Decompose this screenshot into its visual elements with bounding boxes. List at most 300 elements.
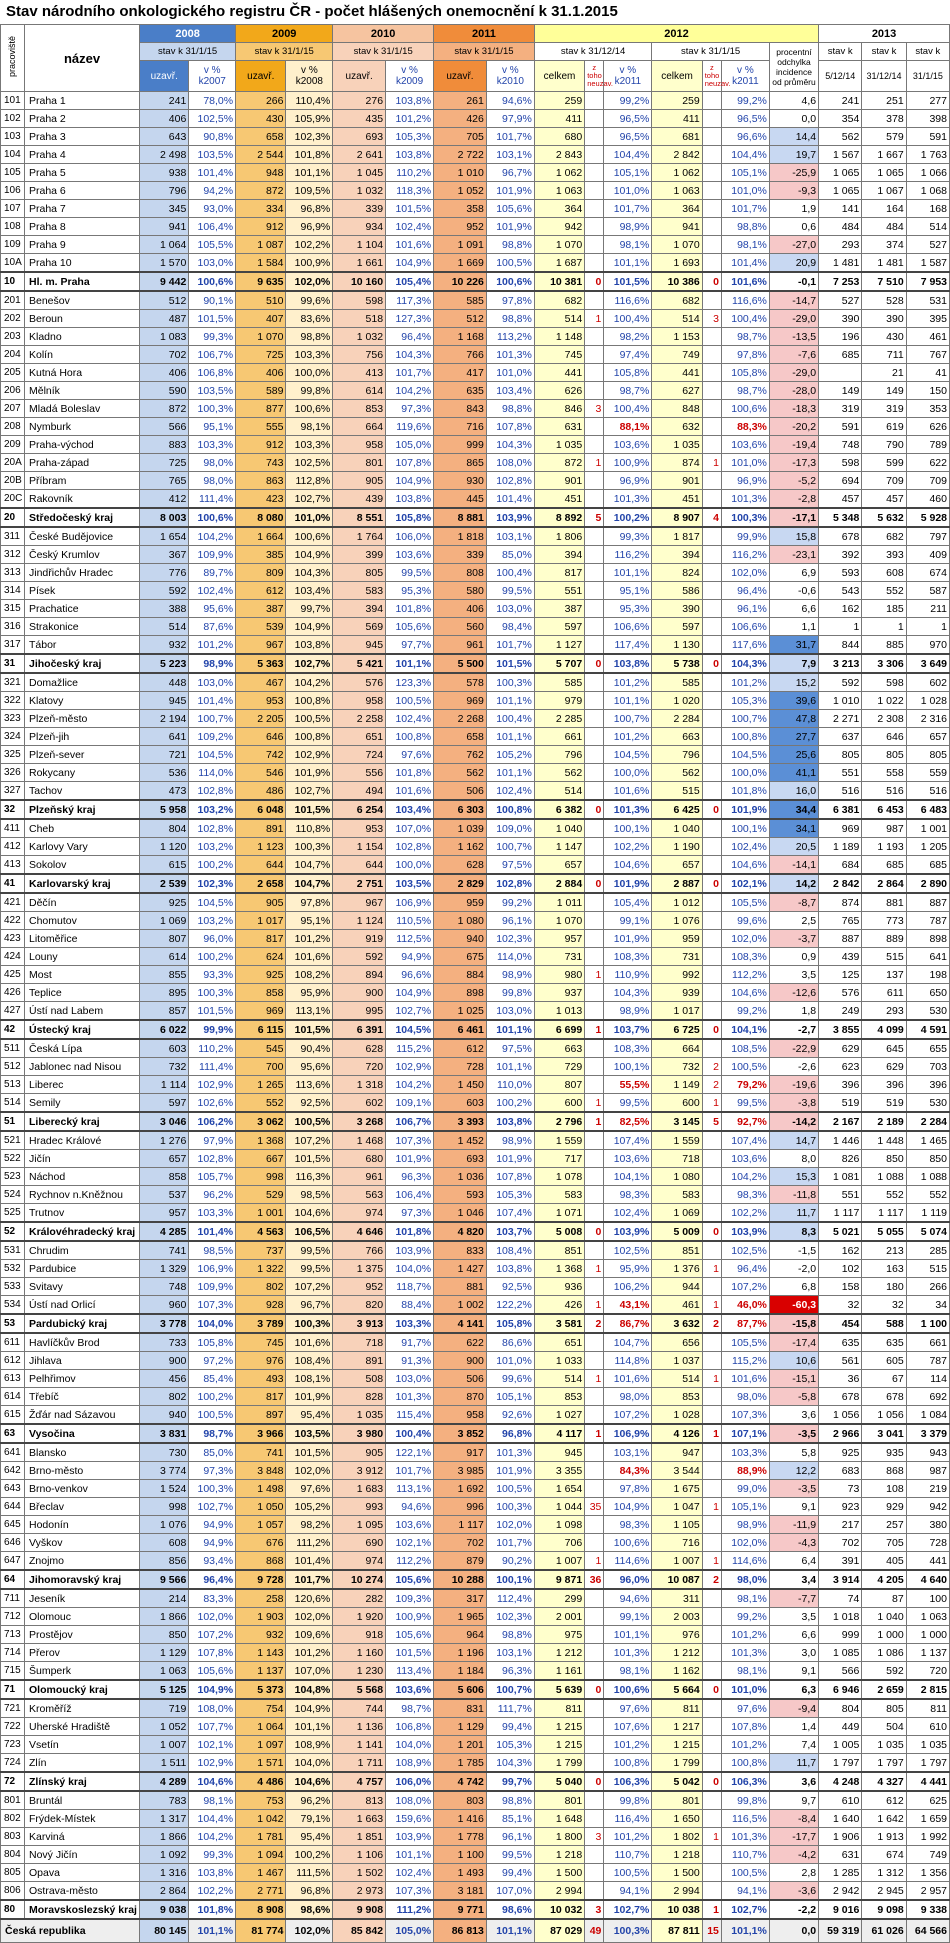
cell-3: 96,7% bbox=[286, 1296, 333, 1315]
cell-16: 805 bbox=[862, 746, 906, 764]
row-name: Praha-západ bbox=[24, 454, 139, 472]
cell-0: 733 bbox=[140, 1333, 189, 1352]
row-name: Prostějov bbox=[24, 1626, 139, 1644]
cell-14: 9,7 bbox=[769, 1791, 818, 1810]
cell-16: 1 481 bbox=[862, 254, 906, 273]
cell-15: 1 640 bbox=[819, 1810, 862, 1828]
cell-2: 6 048 bbox=[236, 800, 286, 819]
cell-4: 801 bbox=[333, 454, 386, 472]
cell-16: 558 bbox=[862, 764, 906, 782]
cell-5: 109,1% bbox=[386, 1094, 434, 1113]
row-code: 203 bbox=[1, 328, 25, 346]
cell-1: 102,9% bbox=[189, 1754, 236, 1773]
cell-3: 102,0% bbox=[286, 1608, 333, 1626]
cell-16: 579 bbox=[862, 128, 906, 146]
cell-1: 103,3% bbox=[189, 436, 236, 454]
cell-6: 417 bbox=[434, 364, 487, 382]
cell-1: 104,4% bbox=[189, 1810, 236, 1828]
row-name: Tábor bbox=[24, 636, 139, 655]
cell-3: 96,8% bbox=[286, 200, 333, 218]
cell-7: 101,9% bbox=[486, 182, 534, 200]
cell-11: 585 bbox=[652, 673, 702, 692]
cell-12: 1 bbox=[702, 1828, 721, 1846]
cell-10: 95,1% bbox=[604, 582, 652, 600]
cell-8: 1 215 bbox=[534, 1736, 584, 1754]
cell-16: 457 bbox=[862, 490, 906, 509]
cell-12 bbox=[702, 1644, 721, 1662]
cell-9 bbox=[585, 1241, 604, 1260]
table-row bbox=[1, 146, 950, 164]
cell-1: 101,8% bbox=[189, 1900, 236, 1919]
cell-9 bbox=[585, 1882, 604, 1901]
cell-14: 12,2 bbox=[769, 1462, 818, 1480]
cell-14: -14,1 bbox=[769, 856, 818, 875]
cell-12 bbox=[702, 1131, 721, 1150]
cell-16: 612 bbox=[862, 1791, 906, 1810]
cell-2: 385 bbox=[236, 546, 286, 564]
year-2013: 2013 bbox=[819, 25, 950, 43]
cell-16: 889 bbox=[862, 930, 906, 948]
cell-2: 1 064 bbox=[236, 1718, 286, 1736]
cell-17: 1 001 bbox=[906, 819, 949, 838]
cell-6: 1 450 bbox=[434, 1076, 487, 1094]
row-name: Chomutov bbox=[24, 912, 139, 930]
cell-14: 47,8 bbox=[769, 710, 818, 728]
cell-12: 1 bbox=[702, 1370, 721, 1388]
cell-1: 109,9% bbox=[189, 546, 236, 564]
cell-16: 519 bbox=[862, 1094, 906, 1113]
cell-13: 104,3% bbox=[721, 654, 769, 673]
cell-8: 651 bbox=[534, 1333, 584, 1352]
cell-5: 102,8% bbox=[386, 838, 434, 856]
cell-13: 108,3% bbox=[721, 948, 769, 966]
cell-12 bbox=[702, 182, 721, 200]
cell-6: 1 025 bbox=[434, 1002, 487, 1021]
cell-7: 101,0% bbox=[486, 1352, 534, 1370]
cell-6: 1 052 bbox=[434, 182, 487, 200]
cell-8: 680 bbox=[534, 128, 584, 146]
cell-0: 2 194 bbox=[140, 710, 189, 728]
cell-8: 387 bbox=[534, 600, 584, 618]
row-name: Prachatice bbox=[24, 600, 139, 618]
row-code: 323 bbox=[1, 710, 25, 728]
cell-14: -8,7 bbox=[769, 893, 818, 912]
cell-14: 6,9 bbox=[769, 564, 818, 582]
cell-11: 259 bbox=[652, 92, 702, 110]
cell-5: 101,8% bbox=[386, 764, 434, 782]
row-name: Praha 6 bbox=[24, 182, 139, 200]
cell-16: 2 659 bbox=[862, 1680, 906, 1699]
cell-15: 9 016 bbox=[819, 1900, 862, 1919]
cell-9: 3 bbox=[585, 1828, 604, 1846]
table-row bbox=[1, 1370, 950, 1388]
cell-17: 887 bbox=[906, 893, 949, 912]
cell-3: 104,9% bbox=[286, 618, 333, 636]
stav-2009: stav k 31/1/15 bbox=[236, 43, 333, 61]
cell-8: 1 127 bbox=[534, 636, 584, 655]
row-code: 532 bbox=[1, 1260, 25, 1278]
cell-7: 99,8% bbox=[486, 984, 534, 1002]
cell-5: 102,1% bbox=[386, 1534, 434, 1552]
cell-7: 99,4% bbox=[486, 1864, 534, 1882]
year-2012: 2012 bbox=[534, 25, 818, 43]
cell-14: 0,6 bbox=[769, 218, 818, 236]
cell-12 bbox=[702, 893, 721, 912]
cell-10: 104,6% bbox=[604, 856, 652, 875]
cell-4: 4 757 bbox=[333, 1772, 386, 1791]
cell-3: 102,7% bbox=[286, 654, 333, 673]
cell-10: 103,7% bbox=[604, 1020, 652, 1039]
cell-0: 765 bbox=[140, 472, 189, 490]
cell-13: 116,2% bbox=[721, 546, 769, 564]
row-name: Beroun bbox=[24, 310, 139, 328]
cell-12 bbox=[702, 164, 721, 182]
cell-10: 101,1% bbox=[604, 254, 652, 273]
cell-0: 1 570 bbox=[140, 254, 189, 273]
cell-12 bbox=[702, 1204, 721, 1223]
cell-5: 105,0% bbox=[386, 436, 434, 454]
row-code: 10 bbox=[1, 272, 25, 291]
cell-1: 101,5% bbox=[189, 1002, 236, 1021]
cell-1: 98,0% bbox=[189, 472, 236, 490]
cell-17: 610 bbox=[906, 1718, 949, 1736]
cell-15: 1 085 bbox=[819, 1644, 862, 1662]
cell-3: 101,5% bbox=[286, 1443, 333, 1462]
row-name: Náchod bbox=[24, 1168, 139, 1186]
cell-12: 2 bbox=[702, 1076, 721, 1094]
cell-2: 4 563 bbox=[236, 1222, 286, 1241]
cell-2: 741 bbox=[236, 1443, 286, 1462]
cell-5: 123,3% bbox=[386, 673, 434, 692]
cell-11: 600 bbox=[652, 1094, 702, 1113]
cell-2: 753 bbox=[236, 1791, 286, 1810]
cell-15: 74 bbox=[819, 1589, 862, 1608]
cell-0: 412 bbox=[140, 490, 189, 509]
cell-3: 109,5% bbox=[286, 182, 333, 200]
cell-7: 102,3% bbox=[486, 1608, 534, 1626]
cell-3: 101,5% bbox=[286, 1020, 333, 1039]
cell-4: 3 268 bbox=[333, 1112, 386, 1131]
row-code: 534 bbox=[1, 1296, 25, 1315]
cell-0: 2 539 bbox=[140, 874, 189, 893]
cell-3: 104,9% bbox=[286, 546, 333, 564]
cell-10: 98,0% bbox=[604, 1388, 652, 1406]
cell-3: 101,9% bbox=[286, 764, 333, 782]
cell-1: 96,0% bbox=[189, 930, 236, 948]
cell-6: 879 bbox=[434, 1552, 487, 1571]
cell-13: 88,9% bbox=[721, 1462, 769, 1480]
cell-11: 716 bbox=[652, 1534, 702, 1552]
cell-9: 1 bbox=[585, 966, 604, 984]
cell-11: 627 bbox=[652, 382, 702, 400]
cell-16: 378 bbox=[862, 110, 906, 128]
cell-10: 102,2% bbox=[604, 838, 652, 856]
cell-13: 96,4% bbox=[721, 1260, 769, 1278]
cell-9 bbox=[585, 618, 604, 636]
cell-14: -5,8 bbox=[769, 1388, 818, 1406]
total-cell-17: 64 566 bbox=[906, 1919, 949, 1943]
cell-13: 101,3% bbox=[721, 490, 769, 509]
cell-7: 98,8% bbox=[486, 1791, 534, 1810]
table-row bbox=[1, 692, 950, 710]
cell-5: 112,5% bbox=[386, 930, 434, 948]
cell-13: 100,8% bbox=[721, 1754, 769, 1773]
cell-14: 16,0 bbox=[769, 782, 818, 801]
cell-2: 423 bbox=[236, 490, 286, 509]
cell-6: 628 bbox=[434, 856, 487, 875]
cell-5: 103,4% bbox=[386, 800, 434, 819]
cell-14: -7,6 bbox=[769, 346, 818, 364]
row-name: Rakovník bbox=[24, 490, 139, 509]
cell-3: 96,8% bbox=[286, 1882, 333, 1901]
cell-11: 5 738 bbox=[652, 654, 702, 673]
cell-11: 801 bbox=[652, 1791, 702, 1810]
cell-11: 441 bbox=[652, 364, 702, 382]
cell-14: 6,4 bbox=[769, 1552, 818, 1571]
cell-13: 101,2% bbox=[721, 1736, 769, 1754]
cell-6: 831 bbox=[434, 1699, 487, 1718]
cell-7: 101,9% bbox=[486, 1462, 534, 1480]
cell-5: 102,4% bbox=[386, 1864, 434, 1882]
cell-9 bbox=[585, 764, 604, 782]
cell-7: 96,1% bbox=[486, 1828, 534, 1846]
cell-10: 98,7% bbox=[604, 382, 652, 400]
cell-1: 94,2% bbox=[189, 182, 236, 200]
row-name: Královéhradecký kraj bbox=[24, 1222, 139, 1241]
cell-0: 807 bbox=[140, 930, 189, 948]
cell-3: 103,8% bbox=[286, 636, 333, 655]
cell-2: 1 042 bbox=[236, 1810, 286, 1828]
cell-6: 2 829 bbox=[434, 874, 487, 893]
cell-5: 97,3% bbox=[386, 400, 434, 418]
cell-6: 603 bbox=[434, 1094, 487, 1113]
h-v2011-a: v % k2011 bbox=[604, 61, 652, 92]
cell-9 bbox=[585, 328, 604, 346]
cell-13: 102,0% bbox=[721, 564, 769, 582]
cell-6: 4 742 bbox=[434, 1772, 487, 1791]
cell-17: 4 591 bbox=[906, 1020, 949, 1039]
cell-16: 611 bbox=[862, 984, 906, 1002]
total-cell-10: 100,3% bbox=[604, 1919, 652, 1943]
cell-11: 311 bbox=[652, 1589, 702, 1608]
cell-8: 706 bbox=[534, 1534, 584, 1552]
cell-16: 293 bbox=[862, 1002, 906, 1021]
cell-13: 99,8% bbox=[721, 1791, 769, 1810]
cell-2: 6 115 bbox=[236, 1020, 286, 1039]
cell-11: 1 062 bbox=[652, 164, 702, 182]
cell-6: 2 722 bbox=[434, 146, 487, 164]
cell-15: 702 bbox=[819, 1534, 862, 1552]
cell-17: 552 bbox=[906, 1186, 949, 1204]
cell-17: 5 074 bbox=[906, 1222, 949, 1241]
cell-8: 942 bbox=[534, 218, 584, 236]
cell-11: 1 130 bbox=[652, 636, 702, 655]
region-row bbox=[1, 1314, 950, 1333]
cell-10: 103,8% bbox=[604, 654, 652, 673]
cell-7: 100,1% bbox=[486, 1570, 534, 1589]
row-code: 644 bbox=[1, 1498, 25, 1516]
cell-14: -19,4 bbox=[769, 436, 818, 454]
cell-9 bbox=[585, 728, 604, 746]
cell-6: 881 bbox=[434, 1278, 487, 1296]
cell-6: 693 bbox=[434, 1150, 487, 1168]
row-code: 426 bbox=[1, 984, 25, 1002]
cell-11: 848 bbox=[652, 400, 702, 418]
cell-16: 5 632 bbox=[862, 508, 906, 527]
cell-16: 164 bbox=[862, 200, 906, 218]
cell-13: 98,7% bbox=[721, 382, 769, 400]
cell-6: 9 771 bbox=[434, 1900, 487, 1919]
row-name: Ústecký kraj bbox=[24, 1020, 139, 1039]
cell-3: 101,8% bbox=[286, 146, 333, 164]
cell-4: 805 bbox=[333, 564, 386, 582]
cell-7: 103,7% bbox=[486, 1222, 534, 1241]
cell-7: 103,1% bbox=[486, 1644, 534, 1662]
cell-8: 5 040 bbox=[534, 1772, 584, 1791]
cell-17: 987 bbox=[906, 1462, 949, 1480]
cell-11: 1 693 bbox=[652, 254, 702, 273]
cell-12 bbox=[702, 254, 721, 273]
row-code: 51 bbox=[1, 1112, 25, 1131]
cell-13: 98,1% bbox=[721, 236, 769, 254]
cell-0: 2 498 bbox=[140, 146, 189, 164]
row-name: Plzeňský kraj bbox=[24, 800, 139, 819]
cell-0: 536 bbox=[140, 764, 189, 782]
cell-4: 1 230 bbox=[333, 1662, 386, 1681]
cell-5: 107,3% bbox=[386, 1882, 434, 1901]
cell-0: 776 bbox=[140, 564, 189, 582]
total-cell-8: 87 029 bbox=[534, 1919, 584, 1943]
cell-13: 105,1% bbox=[721, 1498, 769, 1516]
cell-15: 637 bbox=[819, 728, 862, 746]
deviation-header: procentní odchylka incidence od průměru bbox=[769, 43, 818, 92]
cell-1: 106,9% bbox=[189, 1260, 236, 1278]
cell-17: 850 bbox=[906, 1150, 949, 1168]
cell-4: 828 bbox=[333, 1388, 386, 1406]
cell-2: 3 966 bbox=[236, 1424, 286, 1443]
cell-11: 941 bbox=[652, 218, 702, 236]
cell-10: 101,6% bbox=[604, 782, 652, 801]
cell-2: 737 bbox=[236, 1241, 286, 1260]
cell-1: 107,3% bbox=[189, 1296, 236, 1315]
cell-4: 3 912 bbox=[333, 1462, 386, 1480]
cell-2: 406 bbox=[236, 364, 286, 382]
cell-17: 514 bbox=[906, 218, 949, 236]
cell-16: 711 bbox=[862, 346, 906, 364]
cell-1: 98,5% bbox=[189, 1241, 236, 1260]
cell-6: 843 bbox=[434, 400, 487, 418]
row-name: Nymburk bbox=[24, 418, 139, 436]
cell-6: 3 393 bbox=[434, 1112, 487, 1131]
cell-6: 635 bbox=[434, 382, 487, 400]
cell-14: -27,0 bbox=[769, 236, 818, 254]
cell-12: 0 bbox=[702, 1680, 721, 1699]
cell-5: 115,2% bbox=[386, 1039, 434, 1058]
cell-4: 1 502 bbox=[333, 1864, 386, 1882]
cell-10: 101,9% bbox=[604, 874, 652, 893]
cell-6: 766 bbox=[434, 346, 487, 364]
cell-5: 103,0% bbox=[386, 1370, 434, 1388]
row-name: Klatovy bbox=[24, 692, 139, 710]
row-code: 521 bbox=[1, 1131, 25, 1150]
cell-1: 99,3% bbox=[189, 1846, 236, 1864]
cell-9 bbox=[585, 182, 604, 200]
total-cell-3: 102,0% bbox=[286, 1919, 333, 1943]
table-row bbox=[1, 346, 950, 364]
cell-10: 106,3% bbox=[604, 1772, 652, 1791]
cell-14: -12,6 bbox=[769, 984, 818, 1002]
cell-5: 91,3% bbox=[386, 1352, 434, 1370]
cell-7: 103,9% bbox=[486, 508, 534, 527]
cell-8: 299 bbox=[534, 1589, 584, 1608]
cell-9 bbox=[585, 948, 604, 966]
cell-16: 516 bbox=[862, 782, 906, 801]
row-name: Praha 9 bbox=[24, 236, 139, 254]
cell-2: 743 bbox=[236, 454, 286, 472]
cell-6: 1 196 bbox=[434, 1644, 487, 1662]
cell-14: 15,2 bbox=[769, 673, 818, 692]
cell-8: 9 871 bbox=[534, 1570, 584, 1589]
cell-14: 14,4 bbox=[769, 128, 818, 146]
cell-15: 1 567 bbox=[819, 146, 862, 164]
table-row bbox=[1, 1352, 950, 1370]
cell-6: 865 bbox=[434, 454, 487, 472]
cell-10: 100,0% bbox=[604, 764, 652, 782]
cell-13: 105,5% bbox=[721, 1333, 769, 1352]
cell-16: 6 453 bbox=[862, 800, 906, 819]
cell-10: 97,6% bbox=[604, 1699, 652, 1718]
cell-3: 104,3% bbox=[286, 564, 333, 582]
cell-2: 3 062 bbox=[236, 1112, 286, 1131]
cell-16: 1 913 bbox=[862, 1828, 906, 1846]
cell-1: 107,8% bbox=[189, 1644, 236, 1662]
cell-9: 0 bbox=[585, 1222, 604, 1241]
cell-1: 99,9% bbox=[189, 1020, 236, 1039]
cell-6: 1 039 bbox=[434, 819, 487, 838]
cell-3: 101,1% bbox=[286, 164, 333, 182]
row-name: Středočeský kraj bbox=[24, 508, 139, 527]
cell-11: 1 028 bbox=[652, 1406, 702, 1425]
cell-1: 104,9% bbox=[189, 1680, 236, 1699]
cell-13: 101,0% bbox=[721, 454, 769, 472]
cell-0: 856 bbox=[140, 1552, 189, 1571]
cell-4: 6 391 bbox=[333, 1020, 386, 1039]
row-code: 63 bbox=[1, 1424, 25, 1443]
region-row bbox=[1, 272, 950, 291]
cell-0: 850 bbox=[140, 1626, 189, 1644]
cell-12 bbox=[702, 618, 721, 636]
cell-2: 1 137 bbox=[236, 1662, 286, 1681]
cell-4: 1 160 bbox=[333, 1644, 386, 1662]
cell-17: 2 957 bbox=[906, 1882, 949, 1901]
cell-4: 1 032 bbox=[333, 182, 386, 200]
cell-7: 90,2% bbox=[486, 1552, 534, 1571]
cell-8: 6 382 bbox=[534, 800, 584, 819]
cell-2: 334 bbox=[236, 200, 286, 218]
cell-10: 107,2% bbox=[604, 1406, 652, 1425]
cell-3: 103,3% bbox=[286, 436, 333, 454]
cell-16: 180 bbox=[862, 1278, 906, 1296]
cell-0: 241 bbox=[140, 92, 189, 110]
row-name: Břeclav bbox=[24, 1498, 139, 1516]
cell-12 bbox=[702, 1443, 721, 1462]
row-name: Olomoucký kraj bbox=[24, 1680, 139, 1699]
cell-14: 14,2 bbox=[769, 874, 818, 893]
cell-4: 919 bbox=[333, 930, 386, 948]
cell-16: 685 bbox=[862, 856, 906, 875]
table-row bbox=[1, 1443, 950, 1462]
cell-13: 96,1% bbox=[721, 600, 769, 618]
